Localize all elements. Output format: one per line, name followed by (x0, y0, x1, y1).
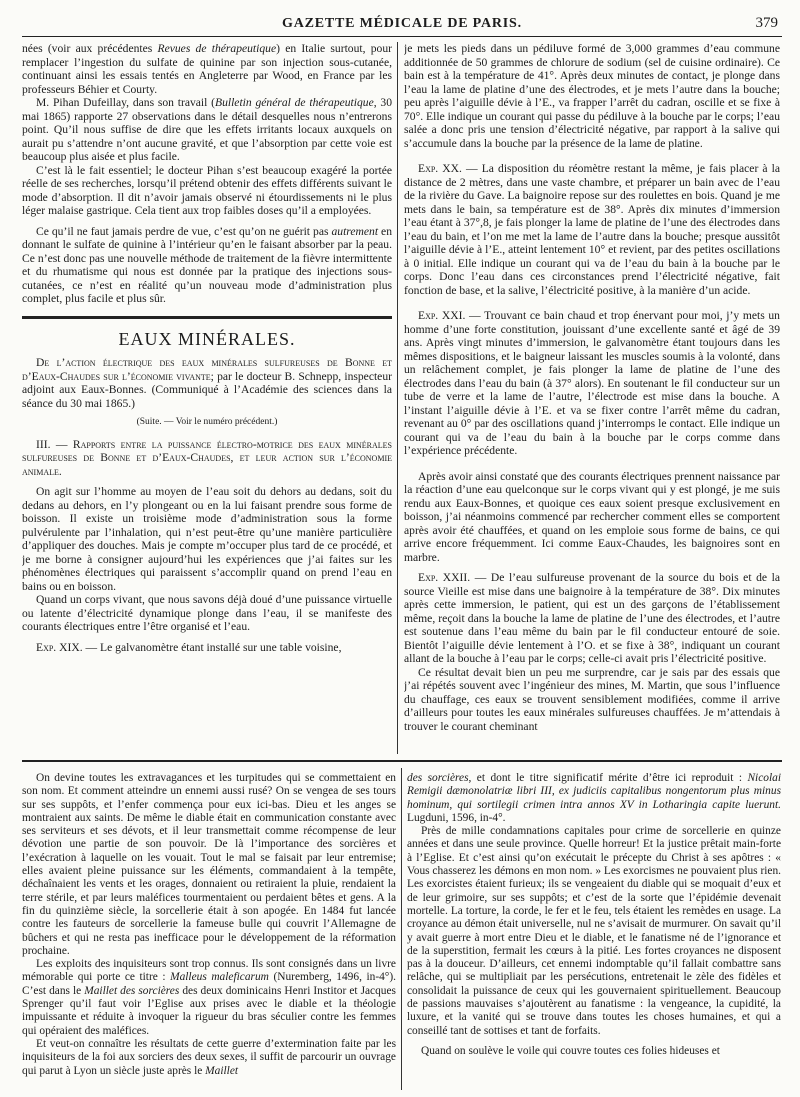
paragraph: nées (voir aux précédentes Revues de thérapeutique) en Italie surtout, pour remplacer l’ingestion du sulfate de quinine par son injection sous-cutanée, continuant ainsi les essais tentés en Angleterre par Wood, en France par les professeurs Béhier et Courty. (22, 42, 392, 96)
right-column (404, 42, 780, 754)
feuilleton-left-column (22, 772, 396, 1092)
section-title: EAUX MINÉRALES. (118, 328, 296, 349)
paragraph: On agit sur l’homme au moyen de l’eau soit du dehors au dedans, soit du dedans au dehors, en l’y plongeant ou en la lui faisant prendre sous forme de boisson. Il existe un troisième mode d’administration sous la forme pulvérulente par l’inhalation, qui n’est peut-être qu’une manière particulière d’appliquer des douches. Mais je compte m’occuper plus tard de ce procédé, et je me borne à consigner aujourd’hui les expériences que j’ai faites sur les phénomènes électriques qui paraissent s’accomplir quand on prend l’eau en bains ou en boisson. (22, 485, 392, 593)
paragraph: Quand on soulève le voile qui couvre toutes ces folies hideuses et (421, 1044, 720, 1057)
paragraph: Quand un corps vivant, que nous savons déjà doué d’une puissance virtuelle ou latente d’électricité dynamique plonge dans l’eau, il se manifeste des courants électriques entre l’être organisé et l’eau. (22, 593, 392, 633)
paragraph: Ce résultat devait bien un peu me surprendre, car je sais par des essais que j’ai répétés souvent avec l’ingénieur des mines, M. Martin, que sous l’influence du chauffage, ces eaux se trouvent sensiblement modifiées, comme il arrive d’ailleurs pour toutes les eaux minérales sulfureuses chauffées. Je m’attendais à trouver le courant cheminant (404, 665, 780, 733)
paragraph: Et veut-on connaître les résultats de cette guerre d’extermination faite par les inquisiteurs de la foi aux sorciers des deux sexes, il suffit de parcourir un ouvrage qui parut à Lyon un siècle juste après le Maillet (22, 1037, 396, 1077)
experiment-paragraph: Exp. XIX. — Le galvanomètre étant installé sur une table voisine, (36, 640, 342, 654)
continuation-note: (Suite. — Voir le numéro précédent.) (136, 417, 278, 427)
subheading: III. — Rapports entre la puissance électro-motrice des eaux minérales sulfureuses de Bonne et d’Eaux-Chaudes, et leur action sur l’économie animale. (22, 437, 392, 478)
paragraph: Après avoir ainsi constaté que des courants électriques prennent naissance par la réaction d’une eau quelconque sur le corps vivant qui y est plongé, je me suis rendu aux Eaux-Bonnes, et quoique ces eaux soient presque exclusivement en boisson, j’ai néanmoins commencé par rechercher comment elles se comportent après avoir été chauffées, et quand on les emploie sous forme de bains, ce qui arrive encore fréquemment. Ici comme Eaux-Chaudes, les baignoires sont en marbre. (404, 469, 780, 564)
column-rule (397, 42, 398, 754)
paragraph: je mets les pieds dans un pédiluve formé de 3,000 grammes d’eau commune additionnée de 50 grammes de chlorure de sodium (sel de cuisine ordinaire). Ce bain est à la température de 41°. Après deux minutes de contact, je plonge dans l’eau la lame de platine d’une des électrodes, et je mets l’autre dans la bouche; peu après l’aiguille dévie à l’E., va frapper l’arrêt du cadran, oscille et se fixe à 70°. Elle indique un courant qui passe du pédiluve à la bouche par le corps; l’eau salée a donc pris une tension d’électricité négative, par rapport à la salive qui s’accumule dans la bouche par la présence de la lame de platine. (404, 42, 780, 150)
page-number: 379 (755, 15, 778, 31)
feuilleton-divider (22, 760, 782, 762)
feuilleton-right-column (407, 772, 781, 1092)
page-header (22, 14, 782, 37)
paragraph: M. Pihan Dufeillay, dans son travail (Bulletin général de thérapeutique, 30 mai 1865) rapporte 27 observations dans le détail desquelles nous n’entrerons point. Qu’il nous suffise de dire que les effets irritants locaux auxquels on aurait pu s’attendre n’ont aucune gravité, et que l’absorption par cette voie est beaucoup plus aisée et plus facile. (22, 96, 392, 163)
left-column (22, 42, 392, 754)
paragraph: C’est là le fait essentiel; le docteur Pihan s’est beaucoup exagéré la portée réelle de ses recherches, lorsqu’il prétend obtenir des effets différents suivant le mode d’absorption. Il dit n’avoir jamais observé ni étourdissements ni le plus léger malaise gastrique. Cela tient aux trop faibles doses qu’il a employées. (22, 163, 392, 217)
paragraph: On devine toutes les extravagances et les turpitudes qui se commettaient en son nom. Et comment atteindre un ennemi aussi rusé? On se vengea de ses tours sur ses suppôts, et l’enfer commença pour eux ici-bas. Dieu et les anges se montraient aux saints. De même le diable était en communication constante avec ses serviteurs et ses dévots, et il leur transmettait comme récompense de leur dévotion une partie de son pouvoir. De là l’importance des sorcières et l’exécration à laquelle on les vouait. Tout le mal se faisait par leur entremise; elles avaient pleine puissance sur les éléments, commandaient à la tempête, déchaînaient les vents et les orages, donnaient ou retiraient la pluie, rendaient la terre stérile, et par leurs maléfices tourmentaient ou perdaient bêtes et gens. A la fin du quinzième siècle, la sorcellerie était à son apogée. En 1484 fut lancée contre les fauteurs de sorcellerie la fameuse bulle qui couvrit l’Allemagne de bûchers et qui ne resta pas inefficace pour le développement de la réformation prochaine. (22, 772, 396, 957)
section-divider (22, 316, 392, 319)
paragraph: Près de mille condamnations capitales pour crime de sorcellerie en quinze années et dans une seule province. Quelle horreur! Et la justice prêtait main-forte à l’Eglise. Et c’est ainsi qu’on exécutait le précepte du Christ à ses apôtres : « Vous chasserez les démons en mon nom. » Les exorcismes ne pouvaient plus rien. Les exorcistes étaient furieux; ils se vengeaient du diable qui se moquait d’eux et de leur grimoire, sur ses suppôts; et c’est de la sorte que l’épidémie devenait mortelle. La torture, la corde, le fer et le feu, tels étaient les remèdes en usage. La croyance au démon était universelle, nul ne s’avisait de murmurer. On savait qu’il y avait guerre à mort entre Dieu et le diable, et le fanatisme né de l’ignorance et de la superstition, fermait les cœurs à la pitié. Les fortes croyances ne disposent pas à la douceur. D’ailleurs, cet ennemi indomptable qu’il fallait combattre sans relâche, qui se multipliait par les persécutions, entretenait le zèle des fidèles et consolidait la puissance de ceux qui les gouvernaient spirituellement. Beaucoup de passions mauvaises s’ajoutèrent au fanatisme : la vengeance, la cupidité, la luxure, et la vanité qui se trouve dans toutes les choses humaines, et qui a conseillé tant de sottises et tant de forfaits. (407, 825, 781, 1037)
paragraph: Les exploits des inquisiteurs sont trop connus. Ils sont consignés dans un livre mémorable qui porte ce titre : Malleus maleficarum (Nuremberg, 1496, in-4°). C’est dans le Maillet des sorcières des deux dominicains Henri Institor et Jacques Sprenger qu’il faut voir l’Eglise aux prises avec le diable et la théologie impuissante et réduite à invoquer la rigueur du bras séculier contre les femmes qui opéraient des maléfices. (22, 958, 396, 1037)
experiment-paragraph: Exp. XX. — La disposition du réomètre restant la même, je fais placer à la distance de 2 mètres, dans une vaste chambre, et préparer un bain avec de l’eau de la rivière du Gave. La baignoire repose sur des roulettes en bois. Quand je me mets dans le bain, sa température est de 38°. Après dix minutes d’immersion l’eau étant à 37°,8, je fais plonger la lame de platine de l’une des électrodes dans l’eau du bain, et l’on me met la lame de l’autre dans la bouche; presque aussitôt l’aiguille dévie à l’E., atteint lentement 10° et revient, par des petites oscillations à 0 initial. Elle indique un courant qui va de l’eau du bain à la bouche par le corps. Donc l’eau dans ces circonstances prend l’électricité négative, fait fonction de base, et la salive, l’électricité positive, à la manière d’un acide. (404, 162, 780, 297)
article-title: De l’action électrique des eaux minérales sulfureuses de Bonne et d’Eaux-Chaudes sur l’économie vivante; par le docteur B. Schnepp, inspecteur adjoint aux Eaux-Bonnes. (Communiqué à l’Académie des sciences dans la séance du 30 mai 1865.) (22, 356, 392, 410)
paragraph: des sorcières, et dont le titre significatif mérite d’être ici reproduit : Nicolai Remigii dæmonolatriæ libri III, ex judiciis capitalibus nongentorum plus minus hominum, qui sortilegii crimen intra annos XV in Lotharingia capite luerunt. Lugduni, 1596, in-4°. (407, 772, 781, 824)
experiment-paragraph: Exp. XXI. — Trouvant ce bain chaud et trop énervant pour moi, j’y mets un homme d’une forte constitution, jouissant d’une excellente santé et âgé de 39 ans. Après vingt minutes d’immersion, le galvanomètre étant toujours dans les mêmes dispositions, et le baigneur laissant les muscles soumis à la volonté, dans un relâchement complet, je fais plonger la lame de platine de l’une des électrodes dans l’eau du bain (à 37° alors). En soutenant le fil conducteur sur un tube de verre et la lame de l’autre, l’électrode est mise dans la bouche. A l’instant l’aiguille dévie à l’E. et va se fixer contre l’arrêt même du cadran, revenant au 0° par des oscillations quand j’interromps le contact. Elle indique un courant qui va de l’eau du bain à la bouche par le corps comme dans l’expérience précédente. (404, 309, 780, 457)
column-rule (401, 768, 402, 1090)
journal-title: GAZETTE MÉDICALE DE PARIS. (282, 16, 522, 31)
paragraph: Ce qu’il ne faut jamais perdre de vue, c’est qu’on ne guérit pas autrement en donnant le sulfate de quinine à l’intérieur qu’en le faisant absorber par la peau. Ce n’est donc pas une nouvelle méthode de traitement de la fièvre intermittente et du rhumatisme qui nous est donnée par la pratique des injections sous-cutanées, ce n’est en réalité qu’un nouveau mode d’administration plus complet, plus facile et plus sûr. (22, 224, 392, 305)
experiment-paragraph: Exp. XXII. — De l’eau sulfureuse provenant de la source du bois et de la source Vieille est mise dans une baignoire à la température de 38°. Dix minutes après cette immersion, le patient, qui est un des garçons de l’établissement même, reçoit dans la bouche la lame de platine de l’une des électrodes, et l’autre est soutenue dans l’eau même du bain par le fil conducteur entouré de soie. Bientôt l’aiguille dévie lentement à l’O. et se fixe à 38°, indiquant un courant allant de la bouche à l’eau par le corps; celle-ci avait pris l’électricité positive. (404, 571, 780, 665)
